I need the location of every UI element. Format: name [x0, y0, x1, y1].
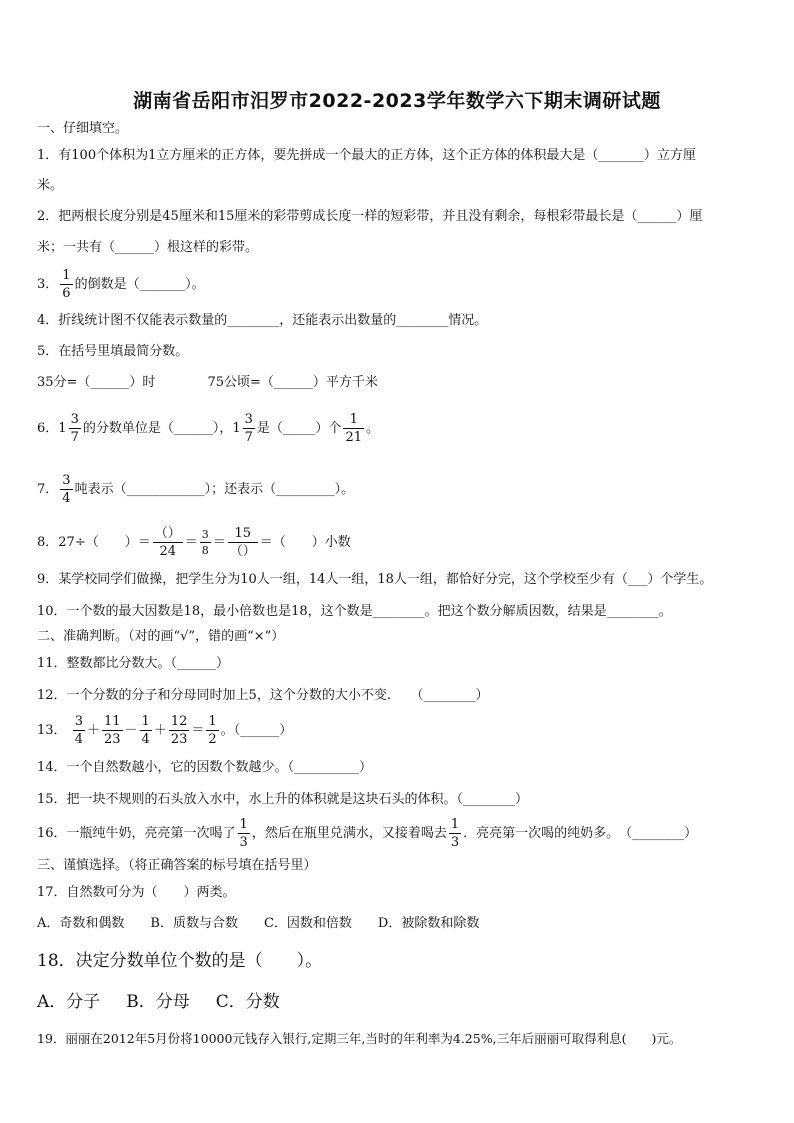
fraction: $\frac{3}{4}$ [74, 714, 83, 747]
option-c: C．分数 [215, 992, 280, 1012]
fraction: $\frac{()}{24}$ [154, 526, 181, 559]
question-5: 5．在括号里填最简分数。 [37, 344, 189, 359]
option-a: A．奇数和偶数 [37, 916, 125, 931]
question-2-line-1: 2．把两根长度分别是45厘米和15厘米的彩带剪成长度一样的短彩带，并且没有剩余，每根彩带最长是（______）厘 [37, 209, 703, 224]
fraction: $\frac{1}{3}$ [450, 817, 460, 850]
page-title: 湖南省岳阳市汨罗市2022-2023学年数学六下期末调研试题 [133, 90, 661, 112]
fraction: $\frac{1}{2}$ [208, 714, 217, 747]
fraction: $\frac{1}{21}$ [345, 412, 362, 445]
fraction: $\frac{15}{()}$ [229, 526, 256, 559]
question-7: 7． $\frac{3}{4}$ 吨表示（____________）；还表示（_________）。 [37, 473, 355, 506]
question-1-line-1: 1．有100个体积为1立方厘米的正方体，要先拼成一个最大的正方体，这个正方体的体积最大是（_______）立方厘 [37, 148, 696, 163]
question-13: 13． $\frac{3}{4}$ ＋ $\frac{11}{23}$ － $\frac{1}{4}$ ＋ $\frac{12}{23}$ ＝ $\frac{1}{2}$ 。（______） [37, 714, 293, 747]
question-5-part-b: 75公顷=（______）平方千米 [207, 375, 378, 390]
fraction: $\frac{3}{4}$ [62, 473, 71, 506]
question-6: 6．1 $\frac{3}{7}$ 的分数单位是（______），1 $\frac{3}{7}$ 是（_____）个 $\frac{1}{21}$ 。 [37, 412, 379, 445]
option-d: D．被除数和除数 [377, 916, 480, 931]
question-9: 9．某学校同学们做操，把学生分为10人一组，14人一组，18人一组，都恰好分完，这个学校至少有（___）个学生。 [37, 572, 713, 587]
question-3 [37, 268, 205, 302]
question-17-options [37, 916, 505, 932]
fraction: $\frac{12}{23}$ [170, 714, 188, 747]
fraction: $\frac{1}{6}$ [62, 268, 71, 301]
question-text: 的倒数是（_______）。 [74, 277, 205, 292]
option-b: B．质数与合数 [150, 916, 238, 931]
question-17: 17．自然数可分为（ ）两类。 [37, 885, 236, 900]
question-18: 18．决定分数单位个数的是（ ）。 [37, 951, 323, 971]
fraction: $\frac{3}{7}$ [244, 412, 253, 445]
question-18-options [37, 992, 306, 1012]
question-12: 12．一个分数的分子和分母同时加上5，这个分数的大小不变. （________） [37, 688, 489, 703]
question-2-line-2: 米；一共有（______）根这样的彩带。 [37, 240, 259, 255]
option-a: A．分子 [37, 992, 101, 1012]
section-1-heading: 一、仔细填空。 [37, 121, 129, 136]
section-2-heading: 二、准确判断。（对的画“√”，错的画“×”） [37, 629, 285, 644]
question-1-line-2: 米。 [37, 178, 64, 193]
fraction: $\frac{11}{23}$ [103, 714, 121, 747]
fraction: $\frac{1}{3}$ [239, 817, 248, 850]
question-16: 16．一瓶纯牛奶，亮亮第一次喝了 $\frac{1}{3}$ ，然后在瓶里兑满水，又接着喝去 $\frac{1}{3}$ ．亮亮第一次喝的纯奶多。 （________） [37, 817, 698, 850]
section-3-heading: 三、谨慎选择。（将正确答案的标号填在括号里） [37, 858, 317, 873]
question-5-parts [37, 375, 378, 391]
question-10: 10．一个数的最大因数是18，最小倍数也是18，这个数是________。把这个数分解质因数，结果是________。 [37, 604, 672, 619]
question-8: 8．27÷（ ）＝ $\frac{()}{24}$ ＝ $\frac{3}{8}$ ＝ $\frac{15}{()}$ ＝（ ）小数 [37, 526, 351, 559]
question-15: 15．把一块不规则的石头放入水中，水上升的体积就是这块石头的体积。（________） [37, 792, 529, 807]
option-b: B．分母 [126, 992, 190, 1012]
question-number: 3． [37, 277, 59, 292]
fraction: $\frac{3}{8}$ [201, 528, 209, 557]
option-c: C．因数和倍数 [263, 916, 352, 931]
fraction: $\frac{1}{4}$ [141, 714, 150, 747]
question-4: 4．折线统计图不仅能表示数量的________，还能表示出数量的________情况。 [37, 313, 488, 328]
mixed-number-whole: 1 [58, 421, 67, 436]
question-11: 11．整数都比分数大。（______） [37, 656, 230, 671]
question-14: 14．一个自然数越小，它的因数个数越少。（__________） [37, 760, 373, 775]
question-5-part-a: 35分=（______）时 [37, 375, 156, 390]
question-19: 19．丽丽在2012年5月份将10000元钱存入银行,定期三年,当时的年利率为4.25%,三年后丽丽可取得利息( )元。 [37, 1031, 682, 1046]
mixed-number-whole: 1 [232, 421, 241, 436]
fraction: $\frac{3}{7}$ [70, 412, 79, 445]
